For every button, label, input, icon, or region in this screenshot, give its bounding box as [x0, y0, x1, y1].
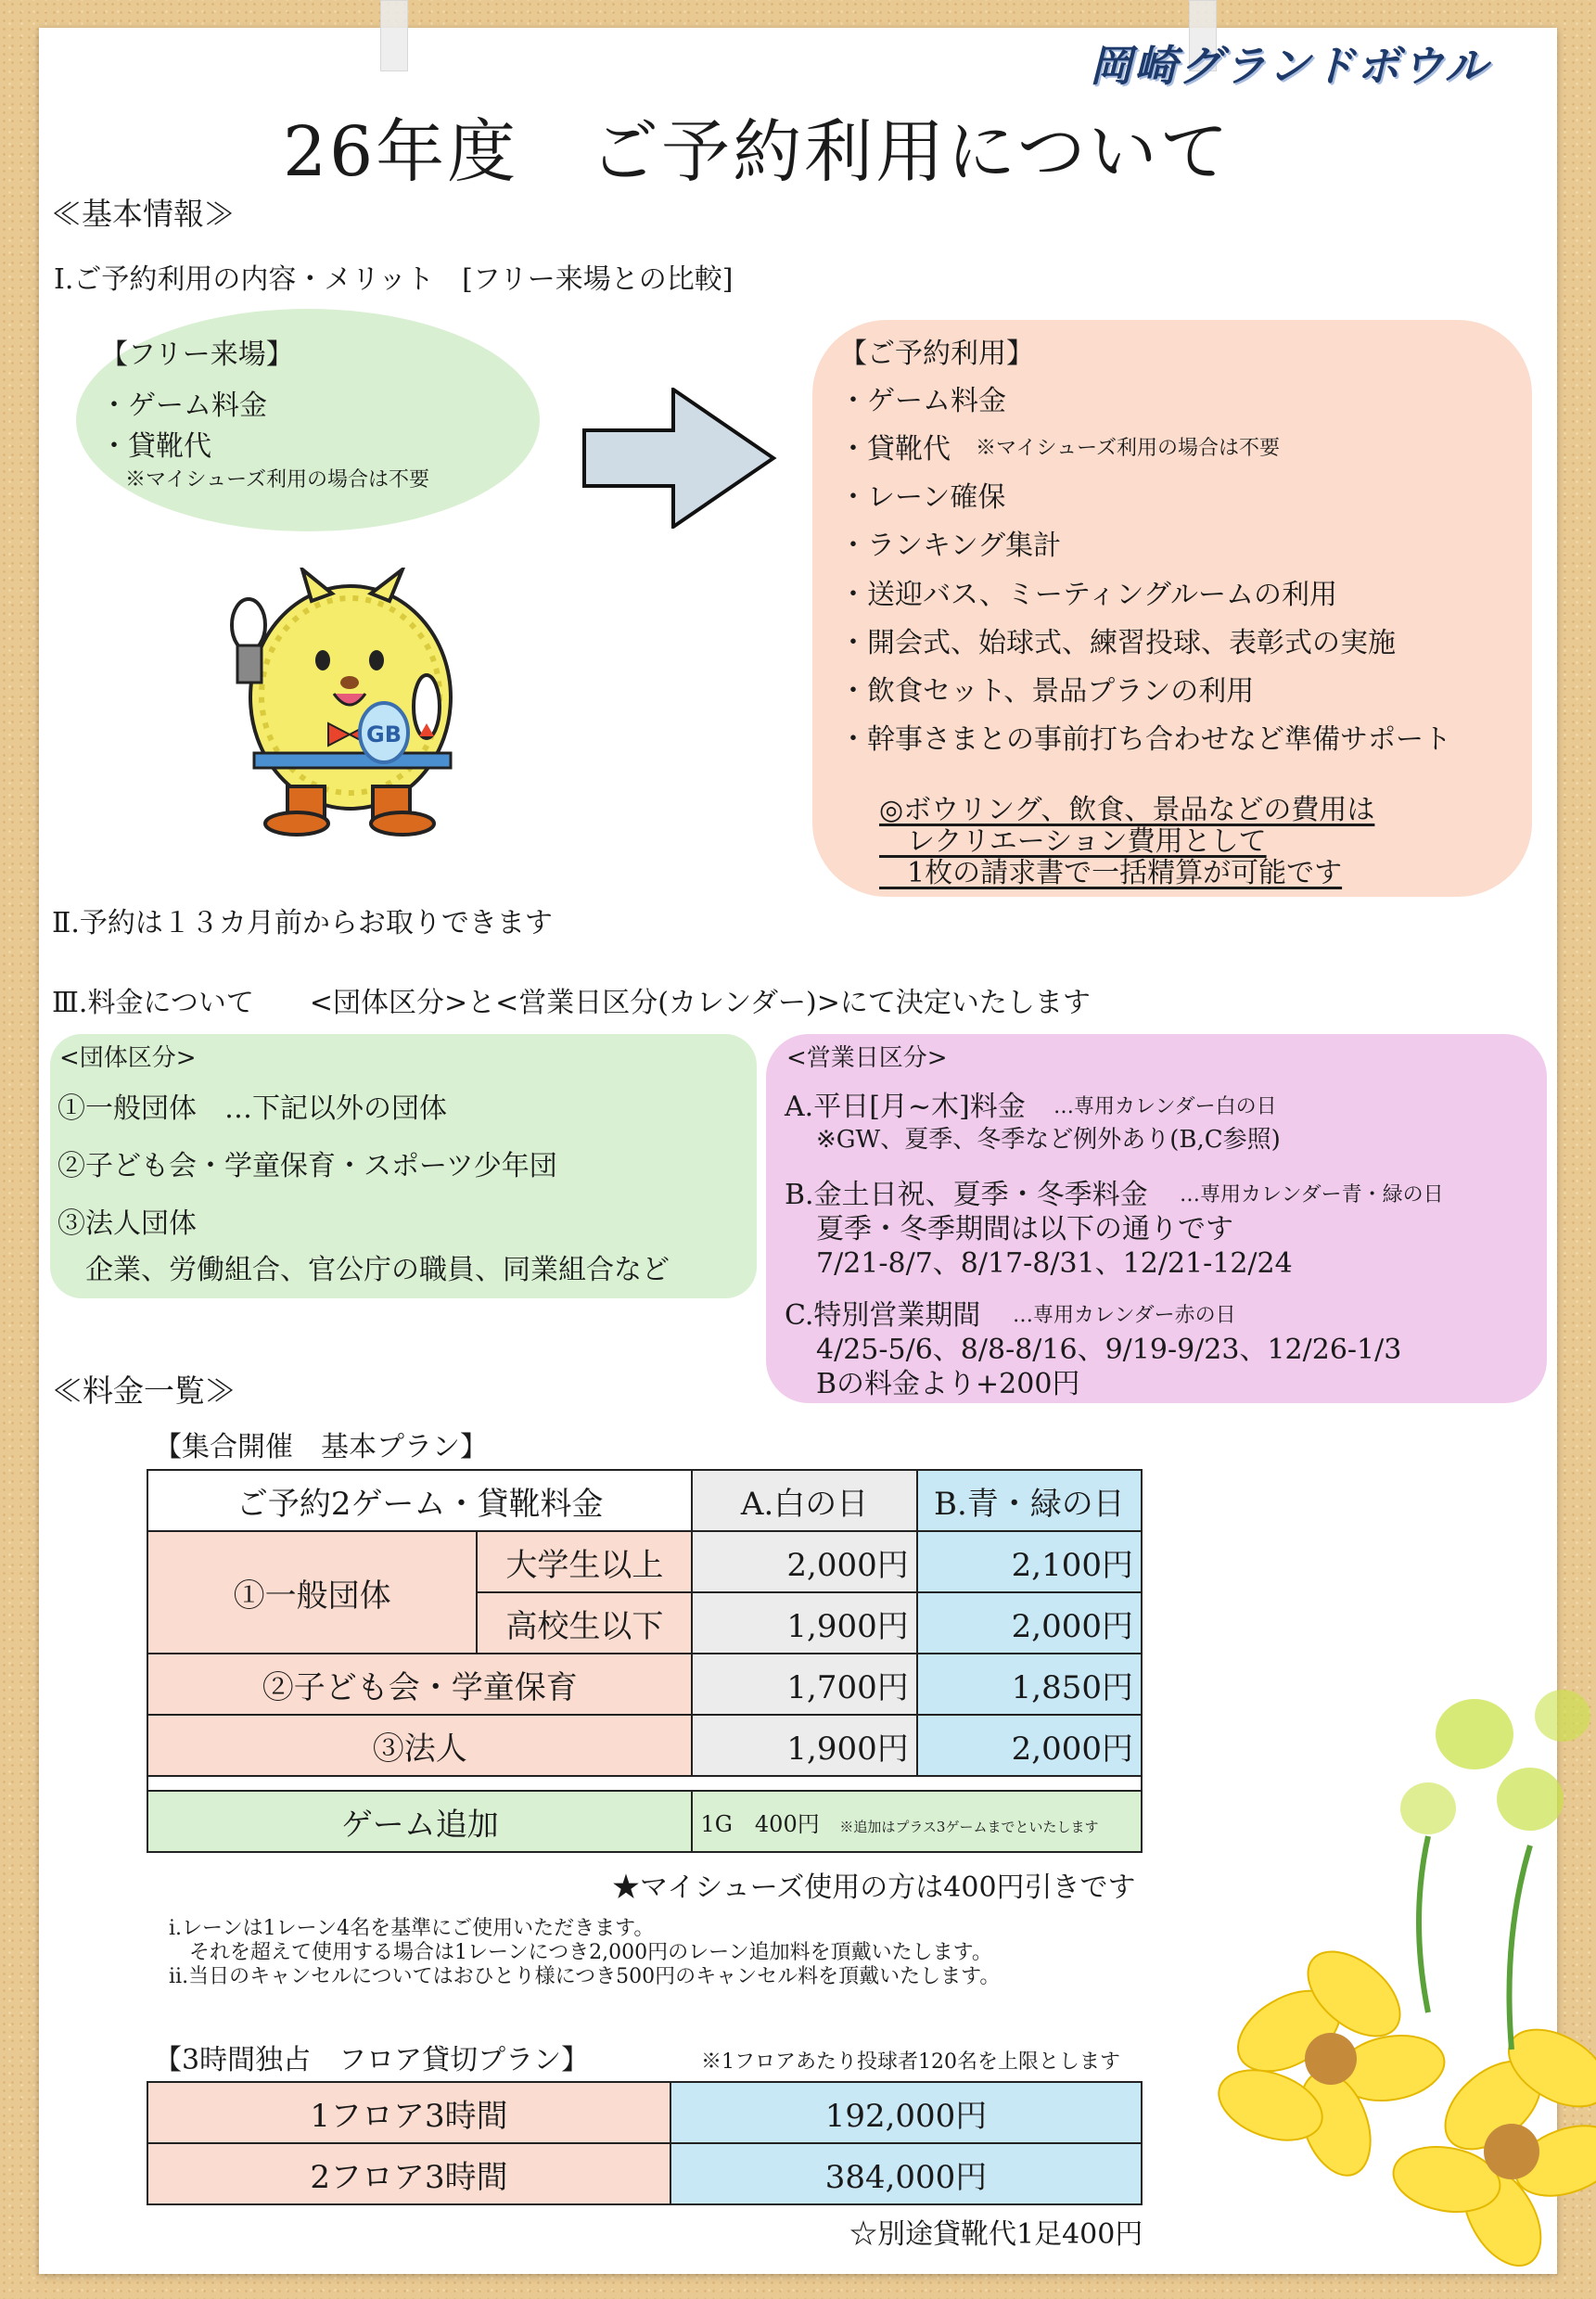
general-highschool-price-a: 1,900円: [692, 1592, 916, 1654]
business-day-b-sub1: 夏季・冬季期間は以下の通りです: [816, 1213, 1233, 1245]
basic-info-heading: ≪基本情報≫: [51, 196, 235, 232]
floor1-label: 1フロア3時間: [147, 2082, 670, 2143]
business-day-a-note: …専用カレンダー白の日: [1053, 1095, 1277, 1118]
general-highschool-price-b: 2,000円: [917, 1592, 1142, 1654]
billing-note-line3: 1枚の請求書で一括精算が可能です: [879, 857, 1343, 889]
table-spacer-row: [147, 1776, 1142, 1791]
table-row: [147, 1715, 1142, 1776]
corporate-label: ③法人: [147, 1715, 692, 1776]
reservation-item-ranking: ・ランキング集計: [839, 530, 1062, 562]
billing-note-line1: ◎ボウリング、飲食、景品などの費用は: [879, 794, 1375, 826]
reservation-item-food: ・飲食セット、景品プランの利用: [839, 675, 1255, 708]
mascot-character-icon: [221, 568, 485, 837]
kids-price-a: 1,700円: [692, 1654, 916, 1715]
business-day-b-sub2: 7/21-8/7、8/17-8/31、12/21-12/24: [816, 1247, 1293, 1280]
extra-game-label: ゲーム追加: [147, 1791, 692, 1852]
page-title: 26年度 ご予約利用について: [283, 112, 1232, 192]
extra-game-price: 1G 400円: [700, 1810, 820, 1837]
section1-title: Ⅰ.ご予約利用の内容・メリット [フリー来場との比較]: [54, 263, 734, 296]
table-row: [147, 1470, 1142, 1531]
basic-plan-heading: 【集合開催 基本プラン】: [154, 1431, 488, 1463]
reservation-shoe-note: ※マイシューズ利用の場合は不要: [976, 437, 1281, 460]
business-day-b-note: …専用カレンダー青・緑の日: [1180, 1183, 1444, 1207]
free-visit-item-shoes: ・貸靴代: [100, 430, 211, 463]
business-day-c-note: …専用カレンダー赤の日: [1013, 1304, 1236, 1327]
floor-plan-shoe-note: ☆別途貸靴代1足400円: [849, 2218, 1143, 2251]
usage-note-2: それを超えて使用する場合は1レーンにつき2,000円のレーン追加料を頂戴いたします。: [169, 1941, 992, 1964]
myshoes-discount-note: ★マイシューズ使用の方は400円引きです: [612, 1871, 1136, 1904]
table-row: [147, 1791, 1142, 1852]
table-header-blue-green-day: B.青・緑の日: [917, 1470, 1142, 1531]
price-list-heading: ≪料金一覧≫: [52, 1373, 236, 1409]
reservation-heading: 【ご予約利用】: [839, 338, 1034, 370]
floor1-price: 192,000円: [670, 2082, 1142, 2143]
general-university-price-a: 2,000円: [692, 1531, 916, 1592]
table-spacer: [147, 1776, 1142, 1791]
basic-plan-table: [147, 1469, 1143, 1853]
free-visit-note: ※マイシューズ利用の場合は不要: [125, 468, 430, 492]
reservation-item-lane: ・レーン確保: [839, 481, 1006, 514]
floor-plan-heading: 【3時間独占 フロア貸切プラン】: [154, 2044, 590, 2076]
table-header-plan: ご予約2ゲーム・貸靴料金: [147, 1470, 692, 1531]
group-heading: <団体区分>: [59, 1044, 197, 1072]
business-day-a-sub: ※GW、夏季、冬季など例外あり(B,C参照): [816, 1126, 1281, 1154]
floor2-label: 2フロア3時間: [147, 2143, 670, 2204]
reservation-item-shoes: ・貸靴代: [839, 433, 951, 466]
business-day-b-main: B.金土日祝、夏季・冬季料金: [785, 1179, 1148, 1211]
free-visit-heading: 【フリー来場】: [100, 338, 294, 371]
mascot-badge-text: GB: [366, 722, 402, 747]
general-university-price-b: 2,100円: [917, 1531, 1142, 1592]
business-day-c-sub2: Bの料金より+200円: [816, 1368, 1080, 1400]
kids-group-label: ②子ども会・学童保育: [147, 1654, 692, 1715]
billing-note-line2: レクリエーション費用として: [879, 825, 1267, 858]
section2-reservation-period: Ⅱ.予約は１３カ月前からお取りできます: [52, 907, 553, 939]
floor2-price: 384,000円: [670, 2143, 1142, 2204]
table-row: [147, 1531, 1142, 1592]
reservation-item-bus: ・送迎バス、ミーティングルームの利用: [839, 579, 1337, 611]
corporate-price-a: 1,900円: [692, 1715, 916, 1776]
usage-note-1: ⅰ.レーンは1レーン4名を基準にご使用いただきます。: [169, 1917, 655, 1940]
extra-game-note: ※追加はプラス3ゲームまでといたします: [839, 1818, 1099, 1835]
general-highschool-label: 高校生以下: [477, 1592, 692, 1654]
extra-game-price-cell: [692, 1791, 1142, 1852]
group-item-general: ①一般団体 …下記以外の団体: [57, 1092, 447, 1125]
floor-plan-note: ※1フロアあたり投球者120名を上限とします: [701, 2050, 1120, 2074]
reservation-item-game: ・ゲーム料金: [839, 385, 1006, 417]
brand-logo: 岡崎グランドボウル: [1090, 41, 1489, 91]
table-row: [147, 2143, 1142, 2204]
group-item-corporate: ③法人団体: [57, 1207, 197, 1240]
table-row: [147, 2082, 1142, 2143]
arrow-right-icon: [582, 388, 777, 529]
free-visit-item-game: ・ゲーム料金: [100, 390, 267, 422]
reservation-item-support: ・幹事さまとの事前打ち合わせなど準備サポート: [839, 723, 1451, 756]
floor-plan-table: [147, 2081, 1143, 2205]
tape-left: [380, 0, 408, 71]
table-header-white-day: A.白の日: [692, 1470, 916, 1531]
usage-note-3: ⅱ.当日のキャンセルについてはおひとり様につき500円のキャンセル料を頂戴いたします。: [169, 1965, 1001, 1988]
business-day-heading: <営業日区分>: [786, 1044, 948, 1072]
reservation-item-ceremony: ・開会式、始球式、練習投球、表彰式の実施: [839, 627, 1396, 659]
general-group-label: ①一般団体: [147, 1531, 477, 1654]
group-item-corporate-detail: 企業、労働組合、官公庁の職員、同業組合など: [57, 1254, 670, 1286]
business-day-c-sub1: 4/25-5/6、8/8-8/16、9/19-9/23、12/26-1/3: [816, 1334, 1402, 1366]
corporate-price-b: 2,000円: [917, 1715, 1142, 1776]
section3-pricing: Ⅲ.料金について <団体区分>と<営業日区分(カレンダー)>にて決定いたします: [52, 987, 1091, 1019]
general-university-label: 大学生以上: [477, 1531, 692, 1592]
table-row: [147, 1654, 1142, 1715]
business-day-c-main: C.特別営業期間: [785, 1299, 981, 1332]
kids-price-b: 1,850円: [917, 1654, 1142, 1715]
business-day-a-main: A.平日[月~木]料金: [785, 1091, 1026, 1123]
yellow-flowers-decoration-icon: [1196, 1660, 1596, 2299]
group-item-kids: ②子ども会・学童保育・スポーツ少年団: [57, 1150, 557, 1182]
